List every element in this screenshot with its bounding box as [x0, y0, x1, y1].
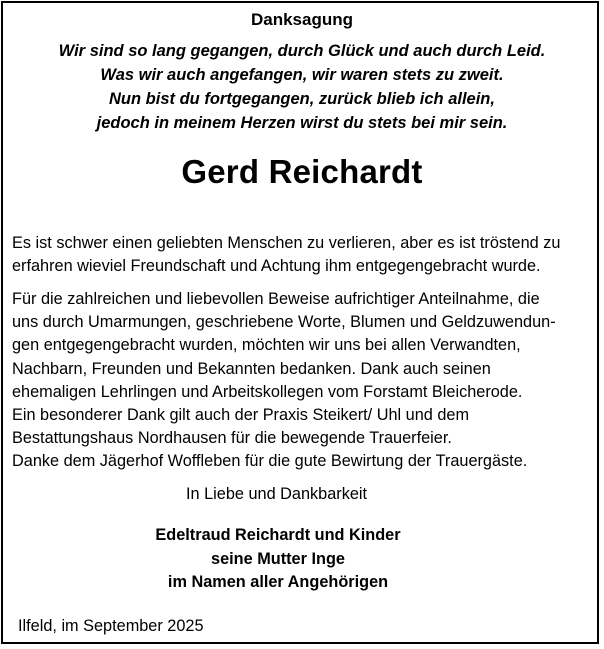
- paragraph-line: uns durch Umarmungen, geschriebene Worte, Blumen und Geldzuwendun-: [12, 313, 556, 332]
- paragraph-line: Bestattungshaus Nordhausen für die bewegende Trauerfeier.: [12, 429, 452, 448]
- paragraph-line: Für die zahlreichen und liebevollen Beweise aufrichtiger Anteilnahme, die: [12, 290, 540, 308]
- place-date: Ilfeld, im September 2025: [18, 617, 204, 635]
- poem-line: jedoch in meinem Herzen wirst du stets bei mir sein.: [96, 114, 508, 132]
- paragraph-line: Nachbarn, Freunden und Bekannten bedanken. Dank auch seinen: [12, 359, 491, 378]
- poem-line: Wir sind so lang gegangen, durch Glück und auch durch Leid.: [58, 42, 546, 60]
- paragraph-line: erfahren wieviel Freundschaft und Achtung ihm entgegengebracht wurde.: [12, 257, 541, 276]
- paragraph-line: gen entgegengebracht wurden, möchten wir uns bei allen Verwandten,: [12, 336, 521, 355]
- signer-line: seine Mutter Inge: [211, 549, 345, 568]
- poem: [0, 39, 604, 135]
- signer-line: Edeltraud Reichardt und Kinder: [155, 526, 401, 544]
- notice-heading: Danksagung: [250, 10, 354, 29]
- paragraph-line: ehemaligen Lehrlingen und Arbeitskollegen vom Forstamt Bleicherode.: [12, 382, 523, 401]
- signers: [0, 524, 556, 595]
- paragraph-line: Es ist schwer einen geliebten Menschen zu verlieren, aber es ist tröstend zu: [12, 234, 561, 252]
- deceased-name: Gerd Reichardt: [181, 153, 423, 190]
- paragraph-intro: [12, 232, 592, 278]
- poem-line: Nun bist du fortgegangen, zurück blieb ich allein,: [109, 90, 495, 108]
- signer-line: im Namen aller Angehörigen: [167, 573, 389, 591]
- paragraph-line: Ein besonderer Dank gilt auch der Praxis Steikert/ Uhl und dem: [12, 406, 470, 425]
- paragraph-line: Danke dem Jägerhof Woffleben für die gute Bewirtung der Trauergäste.: [12, 452, 528, 471]
- closing-phrase: In Liebe und Dankbarkeit: [186, 485, 368, 503]
- poem-line: Was wir auch angefangen, wir waren stets zu zweit.: [100, 66, 504, 84]
- paragraph-thanks: [12, 288, 592, 474]
